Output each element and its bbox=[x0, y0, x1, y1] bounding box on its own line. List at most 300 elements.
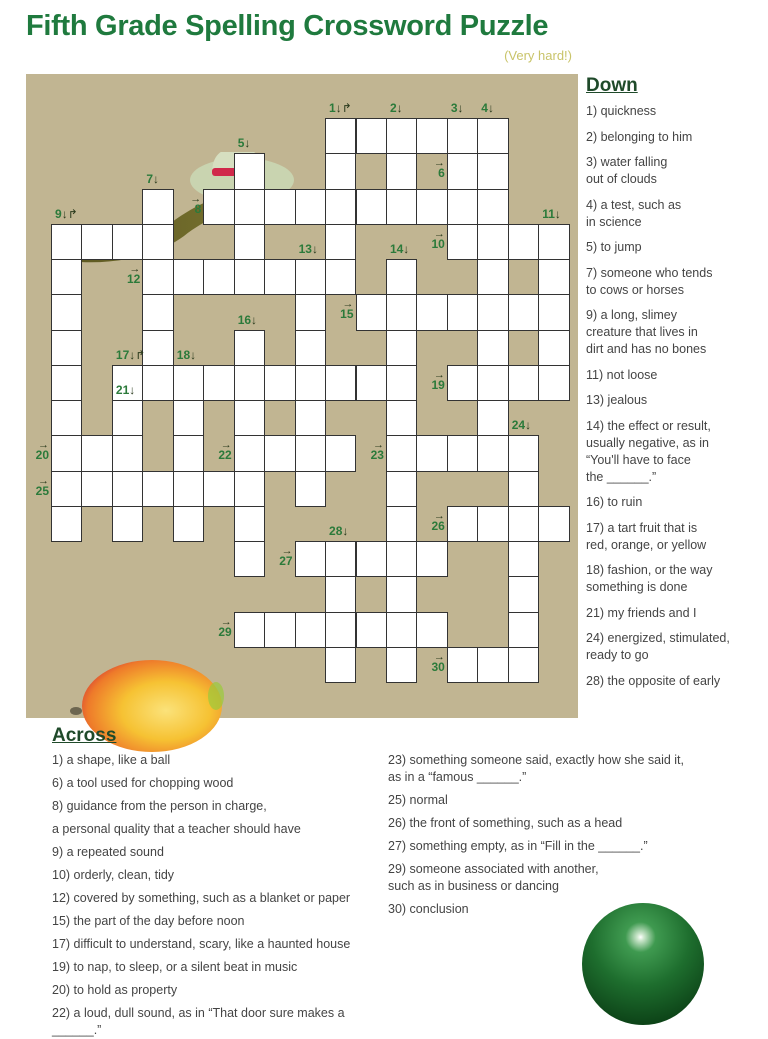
down-arrow-icon: ↓ bbox=[342, 524, 349, 538]
grid-cell[interactable] bbox=[234, 400, 265, 436]
grid-cell[interactable] bbox=[508, 506, 539, 542]
grid-cell[interactable] bbox=[234, 612, 265, 648]
grid-cell[interactable] bbox=[477, 647, 508, 683]
clue-text: “You'll have to face bbox=[586, 452, 691, 467]
grid-cell[interactable] bbox=[538, 506, 569, 542]
clue-number-text: 13 bbox=[298, 242, 312, 256]
grid-cell[interactable] bbox=[508, 435, 539, 471]
grid-cell[interactable] bbox=[447, 294, 478, 330]
grid-cell[interactable] bbox=[173, 400, 204, 436]
grid-cell[interactable] bbox=[356, 118, 387, 154]
across-arrow-icon: → bbox=[220, 439, 232, 452]
clue-number-22 bbox=[208, 441, 232, 461]
clue-number-text: 24 bbox=[511, 418, 526, 433]
clue-text: in science bbox=[586, 214, 642, 229]
down-clue bbox=[586, 392, 766, 409]
clue-text: ready to go bbox=[586, 648, 649, 662]
clue-text: 9) a long, slimey bbox=[586, 308, 678, 322]
clue-number-text: 19 bbox=[431, 377, 445, 392]
clue-number-text: 9 bbox=[55, 206, 62, 221]
down-arrow-icon: ↓ bbox=[554, 206, 561, 221]
clue-number-5 bbox=[238, 137, 251, 149]
clue-number-15 bbox=[330, 300, 354, 320]
grid-cell[interactable] bbox=[477, 118, 508, 154]
clue-text: 27) something empty, as in “Fill in the ______.” bbox=[388, 839, 648, 853]
across-clue-list-right bbox=[388, 752, 728, 924]
clue-number-10 bbox=[421, 227, 445, 251]
clue-number-text: 2 bbox=[389, 101, 397, 115]
grid-cell[interactable] bbox=[112, 435, 143, 471]
grid-cell[interactable] bbox=[386, 189, 417, 225]
grid-cell[interactable] bbox=[386, 541, 417, 577]
down-arrow-icon: ↓ bbox=[403, 242, 410, 256]
grid-cell[interactable] bbox=[416, 294, 447, 330]
grid-cell[interactable] bbox=[142, 365, 173, 401]
clue-text: 28) the opposite of early bbox=[586, 673, 721, 688]
across-clue: 9) a repeated sound bbox=[52, 845, 164, 859]
grid-cell[interactable] bbox=[112, 471, 143, 507]
clue-number-text: 18 bbox=[176, 347, 191, 362]
across-clue: 15) the part of the day before noon bbox=[52, 914, 245, 928]
clue-number-8 bbox=[177, 192, 202, 216]
grid-cell[interactable] bbox=[477, 224, 508, 260]
clue-number-19 bbox=[421, 368, 445, 392]
across-arrow-icon: → bbox=[433, 368, 445, 381]
grid-cell[interactable] bbox=[173, 471, 204, 507]
grid-cell[interactable] bbox=[264, 435, 295, 471]
clue-number-text: 4 bbox=[481, 101, 488, 115]
clue-number-9 bbox=[55, 208, 78, 220]
down-clue bbox=[586, 103, 766, 120]
grid-cell[interactable] bbox=[173, 365, 204, 401]
down-clue bbox=[586, 307, 766, 358]
grid-cell[interactable] bbox=[508, 576, 539, 612]
grid-cell[interactable] bbox=[508, 294, 539, 330]
grid-cell[interactable] bbox=[234, 435, 265, 471]
clue-number-text: 12 bbox=[126, 272, 141, 286]
grid-cell[interactable] bbox=[447, 365, 478, 401]
grid-cell[interactable] bbox=[325, 435, 356, 471]
grid-cell[interactable] bbox=[508, 471, 539, 507]
grid-cell[interactable] bbox=[295, 612, 326, 648]
clue-text: 16) to ruin bbox=[586, 495, 643, 509]
across-heading: Across bbox=[52, 725, 117, 746]
clue-number-text: 27 bbox=[279, 554, 293, 568]
across-clue: 12) covered by something, such as a blanket or paper bbox=[52, 891, 351, 905]
grid-cell[interactable] bbox=[538, 224, 569, 260]
green-ball-illustration bbox=[582, 903, 704, 1025]
clue-number-text: 22 bbox=[218, 448, 232, 463]
clue-number-text: 29 bbox=[218, 624, 232, 639]
grid-cell[interactable] bbox=[477, 330, 508, 366]
down-clue bbox=[586, 630, 766, 664]
grid-cell[interactable] bbox=[325, 541, 356, 577]
grid-cell[interactable] bbox=[173, 506, 204, 542]
grid-cell[interactable] bbox=[477, 294, 508, 330]
across-arrow-icon: → bbox=[129, 263, 141, 275]
clue-number-29 bbox=[208, 615, 232, 639]
clue-text: 11) not loose bbox=[586, 367, 658, 382]
clue-number-28 bbox=[329, 525, 348, 537]
clue-number-27 bbox=[269, 547, 293, 567]
clue-text: something is done bbox=[586, 580, 688, 594]
grid-cell[interactable] bbox=[447, 153, 478, 189]
clue-text: the ______.” bbox=[586, 469, 657, 484]
grid-cell[interactable] bbox=[234, 189, 265, 225]
grid-cell[interactable] bbox=[112, 400, 143, 436]
across-clue: 20) to hold as property bbox=[52, 983, 178, 997]
clue-number-text: 28 bbox=[329, 524, 343, 538]
grid-cell[interactable] bbox=[81, 471, 112, 507]
grid-cell[interactable] bbox=[416, 189, 447, 225]
clue-number-11 bbox=[542, 208, 561, 220]
clue-number-26 bbox=[421, 509, 445, 533]
grid-cell[interactable] bbox=[264, 259, 295, 295]
clue-text: 17) a tart fruit that is bbox=[586, 520, 698, 535]
clue-text: 14) the effect or result, bbox=[586, 418, 711, 433]
across-clue bbox=[388, 861, 728, 895]
down-clue bbox=[586, 129, 766, 146]
grid-cell[interactable] bbox=[386, 294, 417, 330]
grid-cell[interactable] bbox=[386, 506, 417, 542]
clue-text: 23) something someone said, exactly how she said it, bbox=[388, 753, 684, 767]
clue-text: 2) belonging to him bbox=[586, 129, 693, 144]
down-clue bbox=[586, 154, 766, 188]
grid-cell[interactable] bbox=[234, 506, 265, 542]
grid-cell[interactable] bbox=[295, 435, 326, 471]
across-arrow-icon: → bbox=[220, 615, 232, 628]
grid-cell[interactable] bbox=[264, 365, 295, 401]
grid-cell[interactable] bbox=[234, 471, 265, 507]
grid-cell[interactable] bbox=[295, 294, 326, 330]
grid-cell[interactable] bbox=[386, 612, 417, 648]
down-across-arrow-icon: ↓↱ bbox=[61, 206, 78, 221]
across-clue: 1) a shape, like a ball bbox=[52, 753, 171, 767]
across-arrow-icon: → bbox=[281, 545, 293, 557]
grid-cell[interactable] bbox=[51, 294, 82, 330]
grid-cell[interactable] bbox=[51, 259, 82, 295]
down-arrow-icon: ↓ bbox=[190, 347, 197, 362]
down-clue bbox=[586, 367, 766, 384]
clue-text: 24) energized, stimulated, bbox=[586, 631, 730, 645]
grid-cell[interactable] bbox=[386, 330, 417, 366]
clue-text: to cows or horses bbox=[586, 282, 684, 297]
grid-cell[interactable] bbox=[142, 189, 173, 225]
clue-text: 4) a test, such as bbox=[586, 197, 682, 212]
clue-number-4 bbox=[481, 102, 494, 114]
grid-cell[interactable] bbox=[234, 224, 265, 260]
grid-cell[interactable] bbox=[203, 189, 234, 225]
grid-cell[interactable] bbox=[325, 189, 356, 225]
grid-cell[interactable] bbox=[142, 330, 173, 366]
across-clue bbox=[388, 792, 728, 809]
clue-text: 25) normal bbox=[388, 793, 448, 807]
down-clue bbox=[586, 265, 766, 299]
down-clue bbox=[586, 418, 766, 486]
across-clue: 6) a tool used for chopping wood bbox=[52, 776, 234, 790]
down-arrow-icon: ↓ bbox=[396, 101, 403, 115]
clue-number-text: 16 bbox=[237, 312, 252, 327]
grid-cell[interactable] bbox=[51, 506, 82, 542]
grid-cell[interactable] bbox=[81, 224, 112, 260]
clue-text: dirt and has no bones bbox=[586, 342, 707, 356]
grid-cell[interactable] bbox=[173, 259, 204, 295]
grid-cell[interactable] bbox=[325, 365, 356, 401]
clue-number-text: 6 bbox=[438, 166, 445, 181]
grid-cell[interactable] bbox=[264, 612, 295, 648]
grid-cell[interactable] bbox=[538, 365, 569, 401]
grid-cell[interactable] bbox=[325, 259, 356, 295]
grid-cell[interactable] bbox=[51, 471, 82, 507]
clue-number-text: 10 bbox=[431, 236, 445, 251]
grid-cell[interactable] bbox=[477, 259, 508, 295]
down-arrow-icon: ↓ bbox=[525, 418, 532, 433]
grid-cell[interactable] bbox=[203, 471, 234, 507]
clue-number-text: 3 bbox=[450, 101, 458, 115]
across-clue: 19) to nap, to sleep, or a silent beat in music bbox=[52, 960, 298, 974]
grid-cell[interactable] bbox=[51, 224, 82, 260]
clue-text: out of clouds bbox=[586, 172, 657, 186]
grid-cell[interactable] bbox=[447, 118, 478, 154]
clue-number-text: 30 bbox=[431, 659, 445, 674]
grid-cell[interactable] bbox=[203, 365, 234, 401]
grid-cell[interactable] bbox=[142, 259, 173, 295]
grid-cell[interactable] bbox=[386, 259, 417, 295]
across-clue: 17) difficult to understand, scary, like a haunted house bbox=[52, 937, 351, 951]
clue-number-text: 17 bbox=[115, 347, 130, 362]
grid-cell[interactable] bbox=[295, 189, 326, 225]
grid-cell[interactable] bbox=[51, 365, 82, 401]
grid-cell[interactable] bbox=[386, 365, 417, 401]
clue-number-20 bbox=[25, 441, 49, 461]
grid-cell[interactable] bbox=[538, 330, 569, 366]
grid-cell[interactable] bbox=[416, 118, 447, 154]
clue-text: usually negative, as in bbox=[586, 435, 709, 450]
down-arrow-icon: ↓ bbox=[244, 136, 251, 151]
clue-text: 3) water falling bbox=[586, 155, 668, 169]
down-clue bbox=[586, 494, 766, 511]
clue-number-2 bbox=[390, 102, 403, 114]
grid-cell[interactable] bbox=[386, 400, 417, 436]
page-title: Fifth Grade Spelling Crossword Puzzle bbox=[26, 10, 549, 42]
clue-text: creature that lives in bbox=[586, 325, 698, 339]
grid-cell[interactable] bbox=[51, 400, 82, 436]
clue-text: 18) fashion, or the way bbox=[586, 563, 713, 577]
down-clue bbox=[586, 197, 766, 231]
down-arrow-icon: ↓ bbox=[457, 101, 464, 115]
down-heading: Down bbox=[586, 75, 638, 96]
grid-cell[interactable] bbox=[477, 153, 508, 189]
grid-cell[interactable] bbox=[325, 118, 356, 154]
down-arrow-icon: ↓ bbox=[129, 383, 136, 397]
grid-cell[interactable] bbox=[295, 330, 326, 366]
clue-text: 7) someone who tends bbox=[586, 265, 713, 280]
clue-number-24 bbox=[512, 419, 531, 431]
clue-number-12 bbox=[116, 265, 140, 285]
down-clue bbox=[586, 239, 766, 256]
across-arrow-icon: → bbox=[372, 439, 384, 452]
grid-cell[interactable] bbox=[112, 224, 143, 260]
grid-cell[interactable] bbox=[447, 224, 478, 260]
down-clue bbox=[586, 562, 766, 596]
clue-number-7 bbox=[146, 173, 159, 185]
clue-number-23 bbox=[360, 441, 384, 461]
grid-cell[interactable] bbox=[264, 189, 295, 225]
clue-number-16 bbox=[238, 314, 257, 326]
grid-cell[interactable] bbox=[538, 259, 569, 295]
grid-cell[interactable] bbox=[386, 118, 417, 154]
grid-cell[interactable] bbox=[447, 506, 478, 542]
down-clue-list bbox=[586, 103, 766, 698]
clue-text: 30) conclusion bbox=[388, 902, 469, 916]
clue-text: red, orange, or yellow bbox=[586, 537, 707, 552]
grid-cell[interactable] bbox=[416, 541, 447, 577]
across-clue: a personal quality that a teacher should have bbox=[52, 822, 301, 836]
grid-cell[interactable] bbox=[508, 612, 539, 648]
grid-cell[interactable] bbox=[325, 224, 356, 260]
across-arrow-icon: → bbox=[433, 650, 445, 663]
grid-cell[interactable] bbox=[477, 435, 508, 471]
grid-cell[interactable] bbox=[356, 612, 387, 648]
grid-cell[interactable] bbox=[325, 576, 356, 612]
grid-cell[interactable] bbox=[356, 541, 387, 577]
grid-cell[interactable] bbox=[386, 153, 417, 189]
clue-number-21 bbox=[116, 384, 135, 396]
clue-number-text: 5 bbox=[237, 136, 245, 151]
down-arrow-icon: ↓ bbox=[251, 312, 258, 327]
across-clue-list-left bbox=[52, 752, 392, 1037]
grid-cell[interactable] bbox=[51, 435, 82, 471]
clue-number-text: 26 bbox=[431, 518, 445, 533]
grid-cell[interactable] bbox=[356, 365, 387, 401]
clue-text: such as in business or dancing bbox=[388, 879, 559, 893]
grid-cell[interactable] bbox=[295, 400, 326, 436]
across-clue: 10) orderly, clean, tidy bbox=[52, 868, 175, 882]
grid-cell[interactable] bbox=[447, 647, 478, 683]
grid-cell[interactable] bbox=[142, 471, 173, 507]
down-arrow-icon: ↓ bbox=[153, 171, 160, 186]
clue-text: 29) someone associated with another, bbox=[388, 862, 599, 876]
grid-cell[interactable] bbox=[386, 435, 417, 471]
grid-cell[interactable] bbox=[325, 153, 356, 189]
grid-cell[interactable] bbox=[295, 541, 326, 577]
across-clue bbox=[388, 752, 728, 786]
across-arrow-icon: → bbox=[433, 509, 445, 522]
grid-cell[interactable] bbox=[142, 224, 173, 260]
clue-text: 1) quickness bbox=[586, 104, 657, 118]
grid-cell[interactable] bbox=[477, 400, 508, 436]
clue-number-text: 23 bbox=[370, 448, 384, 463]
grid-cell[interactable] bbox=[356, 189, 387, 225]
clue-number-text: 1 bbox=[329, 101, 336, 115]
grid-cell[interactable] bbox=[295, 259, 326, 295]
down-across-arrow-icon: ↓↱ bbox=[335, 101, 352, 115]
across-arrow-icon: → bbox=[433, 227, 445, 240]
across-clue: 22) a loud, dull sound, as in “That door sure makes a ______.” bbox=[52, 1006, 345, 1037]
clue-number-25 bbox=[25, 474, 49, 498]
grid-cell[interactable] bbox=[538, 294, 569, 330]
clue-number-text: 8 bbox=[194, 201, 202, 216]
across-clue bbox=[388, 815, 728, 832]
grid-cell[interactable] bbox=[508, 647, 539, 683]
down-clue bbox=[586, 673, 766, 690]
clue-number-13 bbox=[299, 243, 318, 255]
clue-number-text: 25 bbox=[35, 483, 49, 498]
difficulty-subtitle: (Very hard!) bbox=[504, 48, 572, 63]
across-clue bbox=[388, 838, 728, 855]
clue-number-17 bbox=[116, 349, 145, 361]
grid-cell[interactable] bbox=[477, 365, 508, 401]
grid-cell[interactable] bbox=[295, 365, 326, 401]
grid-cell[interactable] bbox=[112, 506, 143, 542]
grid-cell[interactable] bbox=[234, 365, 265, 401]
down-across-arrow-icon: ↓↱ bbox=[129, 347, 146, 362]
grid-cell[interactable] bbox=[447, 435, 478, 471]
grid-cell[interactable] bbox=[142, 294, 173, 330]
grid-cell[interactable] bbox=[234, 259, 265, 295]
grid-cell[interactable] bbox=[416, 612, 447, 648]
grid-cell[interactable] bbox=[508, 224, 539, 260]
grid-cell[interactable] bbox=[234, 153, 265, 189]
across-arrow-icon: → bbox=[342, 298, 354, 311]
grid-cell[interactable] bbox=[173, 435, 204, 471]
grid-cell[interactable] bbox=[234, 541, 265, 577]
clue-number-text: 21 bbox=[115, 383, 130, 397]
grid-cell[interactable] bbox=[386, 647, 417, 683]
grid-cell[interactable] bbox=[386, 576, 417, 612]
grid-cell[interactable] bbox=[416, 435, 447, 471]
grid-cell[interactable] bbox=[81, 435, 112, 471]
clue-number-text: 7 bbox=[146, 171, 154, 186]
clue-number-text: 11 bbox=[542, 206, 555, 221]
clue-number-text: 15 bbox=[340, 307, 354, 322]
down-clue bbox=[586, 520, 766, 554]
down-arrow-icon: ↓ bbox=[311, 242, 318, 256]
across-arrow-icon: → bbox=[38, 439, 49, 452]
grid-cell[interactable] bbox=[234, 330, 265, 366]
grid-cell[interactable] bbox=[295, 471, 326, 507]
grid-cell[interactable] bbox=[356, 294, 387, 330]
clue-text: 26) the front of something, such as a head bbox=[388, 816, 623, 830]
grid-cell[interactable] bbox=[51, 330, 82, 366]
grid-cell[interactable] bbox=[325, 647, 356, 683]
clue-text: 5) to jump bbox=[586, 240, 642, 254]
clue-number-text: 20 bbox=[35, 448, 49, 463]
across-clue: 8) guidance from the person in charge, bbox=[52, 799, 267, 813]
down-clue bbox=[586, 605, 766, 622]
clue-number-1 bbox=[329, 102, 352, 114]
across-arrow-icon: → bbox=[38, 474, 49, 487]
clue-number-text: 14 bbox=[389, 242, 404, 256]
clue-text: 21) my friends and I bbox=[586, 605, 697, 620]
clue-number-18 bbox=[177, 349, 196, 361]
clue-number-14 bbox=[390, 243, 409, 255]
grid-cell[interactable] bbox=[477, 189, 508, 225]
grid-cell[interactable] bbox=[508, 365, 539, 401]
grid-cell[interactable] bbox=[386, 471, 417, 507]
grid-cell[interactable] bbox=[203, 259, 234, 295]
clue-number-6 bbox=[421, 159, 445, 179]
clue-number-3 bbox=[451, 102, 464, 114]
grid-cell[interactable] bbox=[508, 541, 539, 577]
clue-text: as in a “famous ______.” bbox=[388, 770, 527, 784]
clue-number-30 bbox=[421, 650, 445, 674]
grid-cell[interactable] bbox=[325, 612, 356, 648]
down-arrow-icon: ↓ bbox=[487, 101, 494, 115]
grid-cell[interactable] bbox=[477, 506, 508, 542]
across-arrow-icon: → bbox=[190, 192, 202, 205]
grid-cell[interactable] bbox=[447, 189, 478, 225]
